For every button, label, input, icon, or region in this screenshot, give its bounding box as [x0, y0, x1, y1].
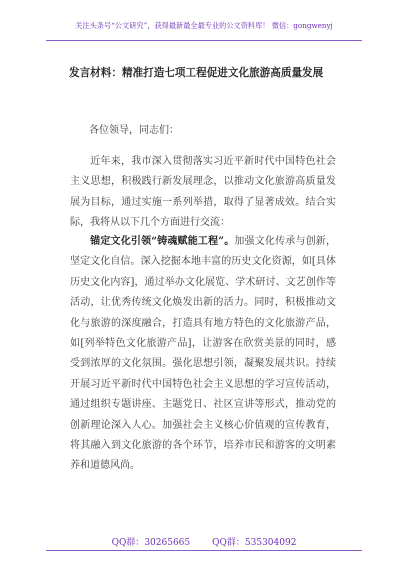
footer-contacts	[0, 535, 408, 548]
header-banner: 关注头条号“公文研究”，获得最新最全最专业的公文资料库！ 微信：gongwenyj	[75, 21, 333, 30]
footer-qq-group-1: QQ群：30265665	[111, 538, 191, 548]
section-body: 加强文化传承与创新，坚定文化自信。深入挖掘本地丰富的历史文化资源，如[具体历史文化内容]，通过举办文化展览、学术研讨、文艺创作等活动，让优秀传统文化焕发出新的活力。同时，积极推动文化与旅游的深度融合，打造具有地方特色的文化旅游产品，如[列举特色文化旅游产品]，让游客在欣赏美景的同时，感受到浓厚的文化氛围。强化思想引领，凝聚发展共识。持续开展习近平新时代中国特色社会主义思想的学习宣传活动，通过组织专题讲座、主题党日、社区宣讲等形式，推动党的创新理论深入人心。加强社会主义核心价值观的宣传教育，将其融入到文化旅游的各个环节，培养市民和游客的文明素养和道德风尚。	[70, 236, 336, 472]
document-title: 发言材料：精准打造七项工程促进文化旅游高质量发展	[69, 67, 324, 79]
paragraph-intro	[70, 152, 336, 234]
paragraph-section-1	[70, 232, 336, 477]
salutation: 各位领导，同志们：	[89, 125, 179, 136]
footer-divider	[46, 550, 362, 551]
paragraph-intro-text: 近年来，我市深入贯彻落实习近平新时代中国特色社会主义思想，积极践行新发展理念，以推动文化旅游高质量发展为目标，通过实施一系列举措，取得了显著成效。结合实际，我将从以下几个方面进行交流：	[70, 156, 336, 229]
section-heading: 锚定文化引领“铸魂赋能工程”。	[90, 236, 235, 247]
footer-qq-group-2: QQ群：535304092	[212, 538, 297, 548]
header-divider	[46, 40, 362, 41]
